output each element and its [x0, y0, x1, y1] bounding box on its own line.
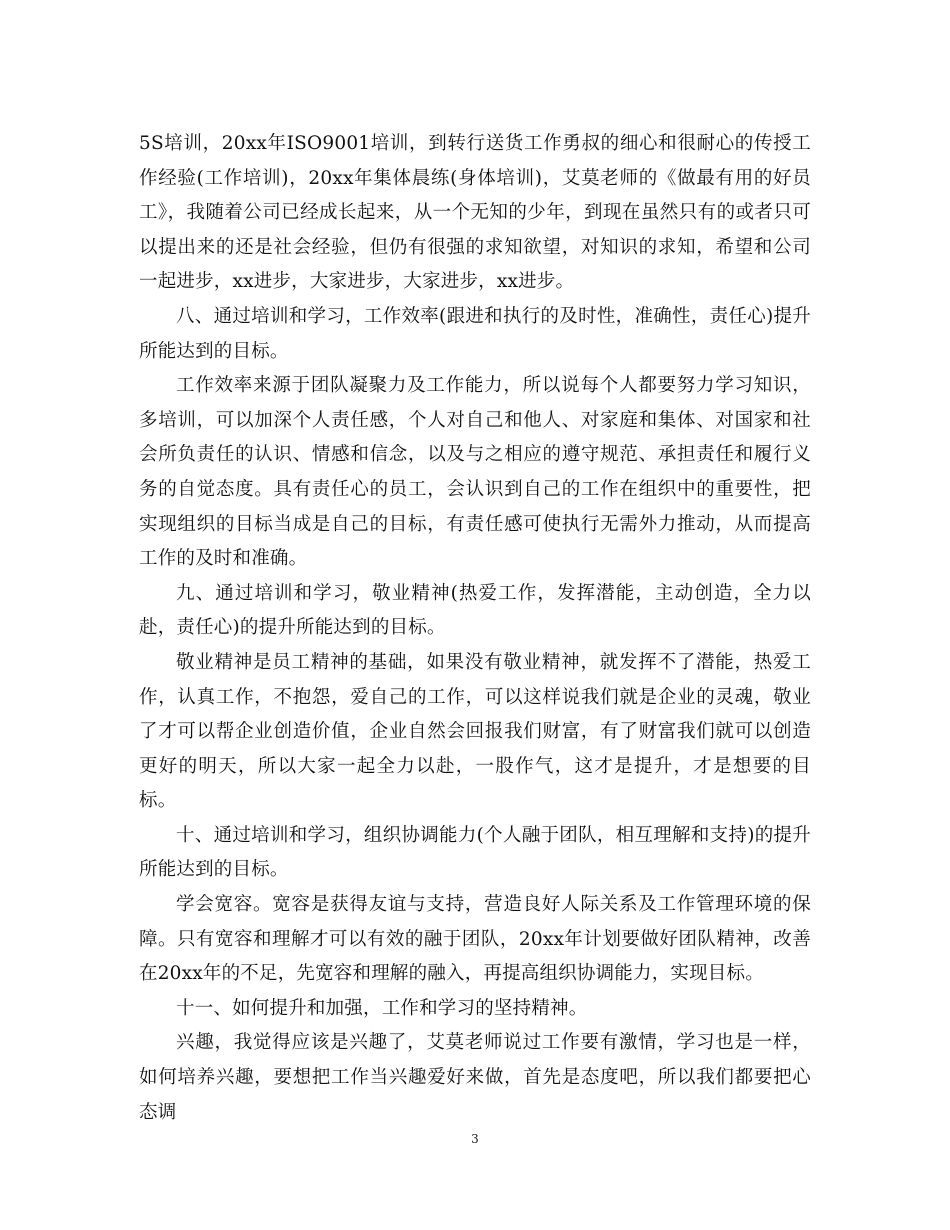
document-body [139, 127, 811, 1130]
heading-section-9: 九、通过培训和学习，敬业精神(热爱工作，发挥潜能，主动创造，全力以赴，责任心)的提升所能达到的目标。 [139, 582, 811, 639]
heading-section-10: 十、通过培训和学习，组织协调能力(个人融于团队，相互理解和支持)的提升所能达到的目标。 [139, 824, 811, 881]
paragraph-continuation: 5S培训，20xx年ISO9001培训，到转行送货工作勇叔的细心和很耐心的传授工作经验(工作培训)，20xx年集体晨练(身体培训)，艾莫老师的《做最有用的好员工》，我随着公司已经成长起来，从一个无知的少年，到现在虽然只有的或者只可以提出来的还是社会经验，但仍有很强的求知欲望，对知识的求知，希望和公司一起进步，xx进步，大家进步，大家进步，xx进步。 [139, 133, 811, 293]
heading-section-11: 十一、如何提升和加强，工作和学习的坚持精神。 [176, 997, 588, 1019]
page-number: 3 [471, 1132, 479, 1146]
heading-section-8: 八、通过培训和学习，工作效率(跟进和执行的及时性，准确性，责任心)提升所能达到的目标。 [139, 305, 811, 362]
paragraph-interest: 兴趣，我觉得应该是兴趣了，艾莫老师说过工作要有激情，学习也是一样，如何培养兴趣，要想把工作当兴趣爱好来做，首先是态度吧，所以我们都要把心态调 [139, 1032, 811, 1123]
paragraph-work-efficiency: 工作效率来源于团队凝聚力及工作能力，所以说每个人都要努力学习知识，多培训，可以加深个人责任感，个人对自己和他人、对家庭和集体、对国家和社会所负责任的认识、情感和信念，以及与之相应的遵守规范、承担责任和履行义务的自觉态度。具有责任心的员工，会认识到自己的工作在组织中的重要性，把实现组织的目标当成是自己的目标，有责任感可使执行无需外力推动，从而提高工作的及时和准确。 [139, 375, 811, 570]
paragraph-dedication: 敬业精神是员工精神的基础，如果没有敬业精神，就发挥不了潜能，热爱工作，认真工作，不抱怨，爱自己的工作，可以这样说我们就是企业的灵魂，敬业了才可以帮企业创造价值，企业自然会回报我们财富，有了财富我们就可以创造更好的明天，所以大家一起全力以赴，一股作气，这才是提升，才是想要的目标。 [139, 651, 811, 812]
paragraph-tolerance: 学会宽容。宽容是获得友谊与支持，营造良好人际关系及工作管理环境的保障。只有宽容和理解才可以有效的融于团队，20xx年计划要做好团队精神，改善在20xx年的不足，先宽容和理解的融入，再提高组织协调能力，实现目标。 [139, 894, 811, 985]
